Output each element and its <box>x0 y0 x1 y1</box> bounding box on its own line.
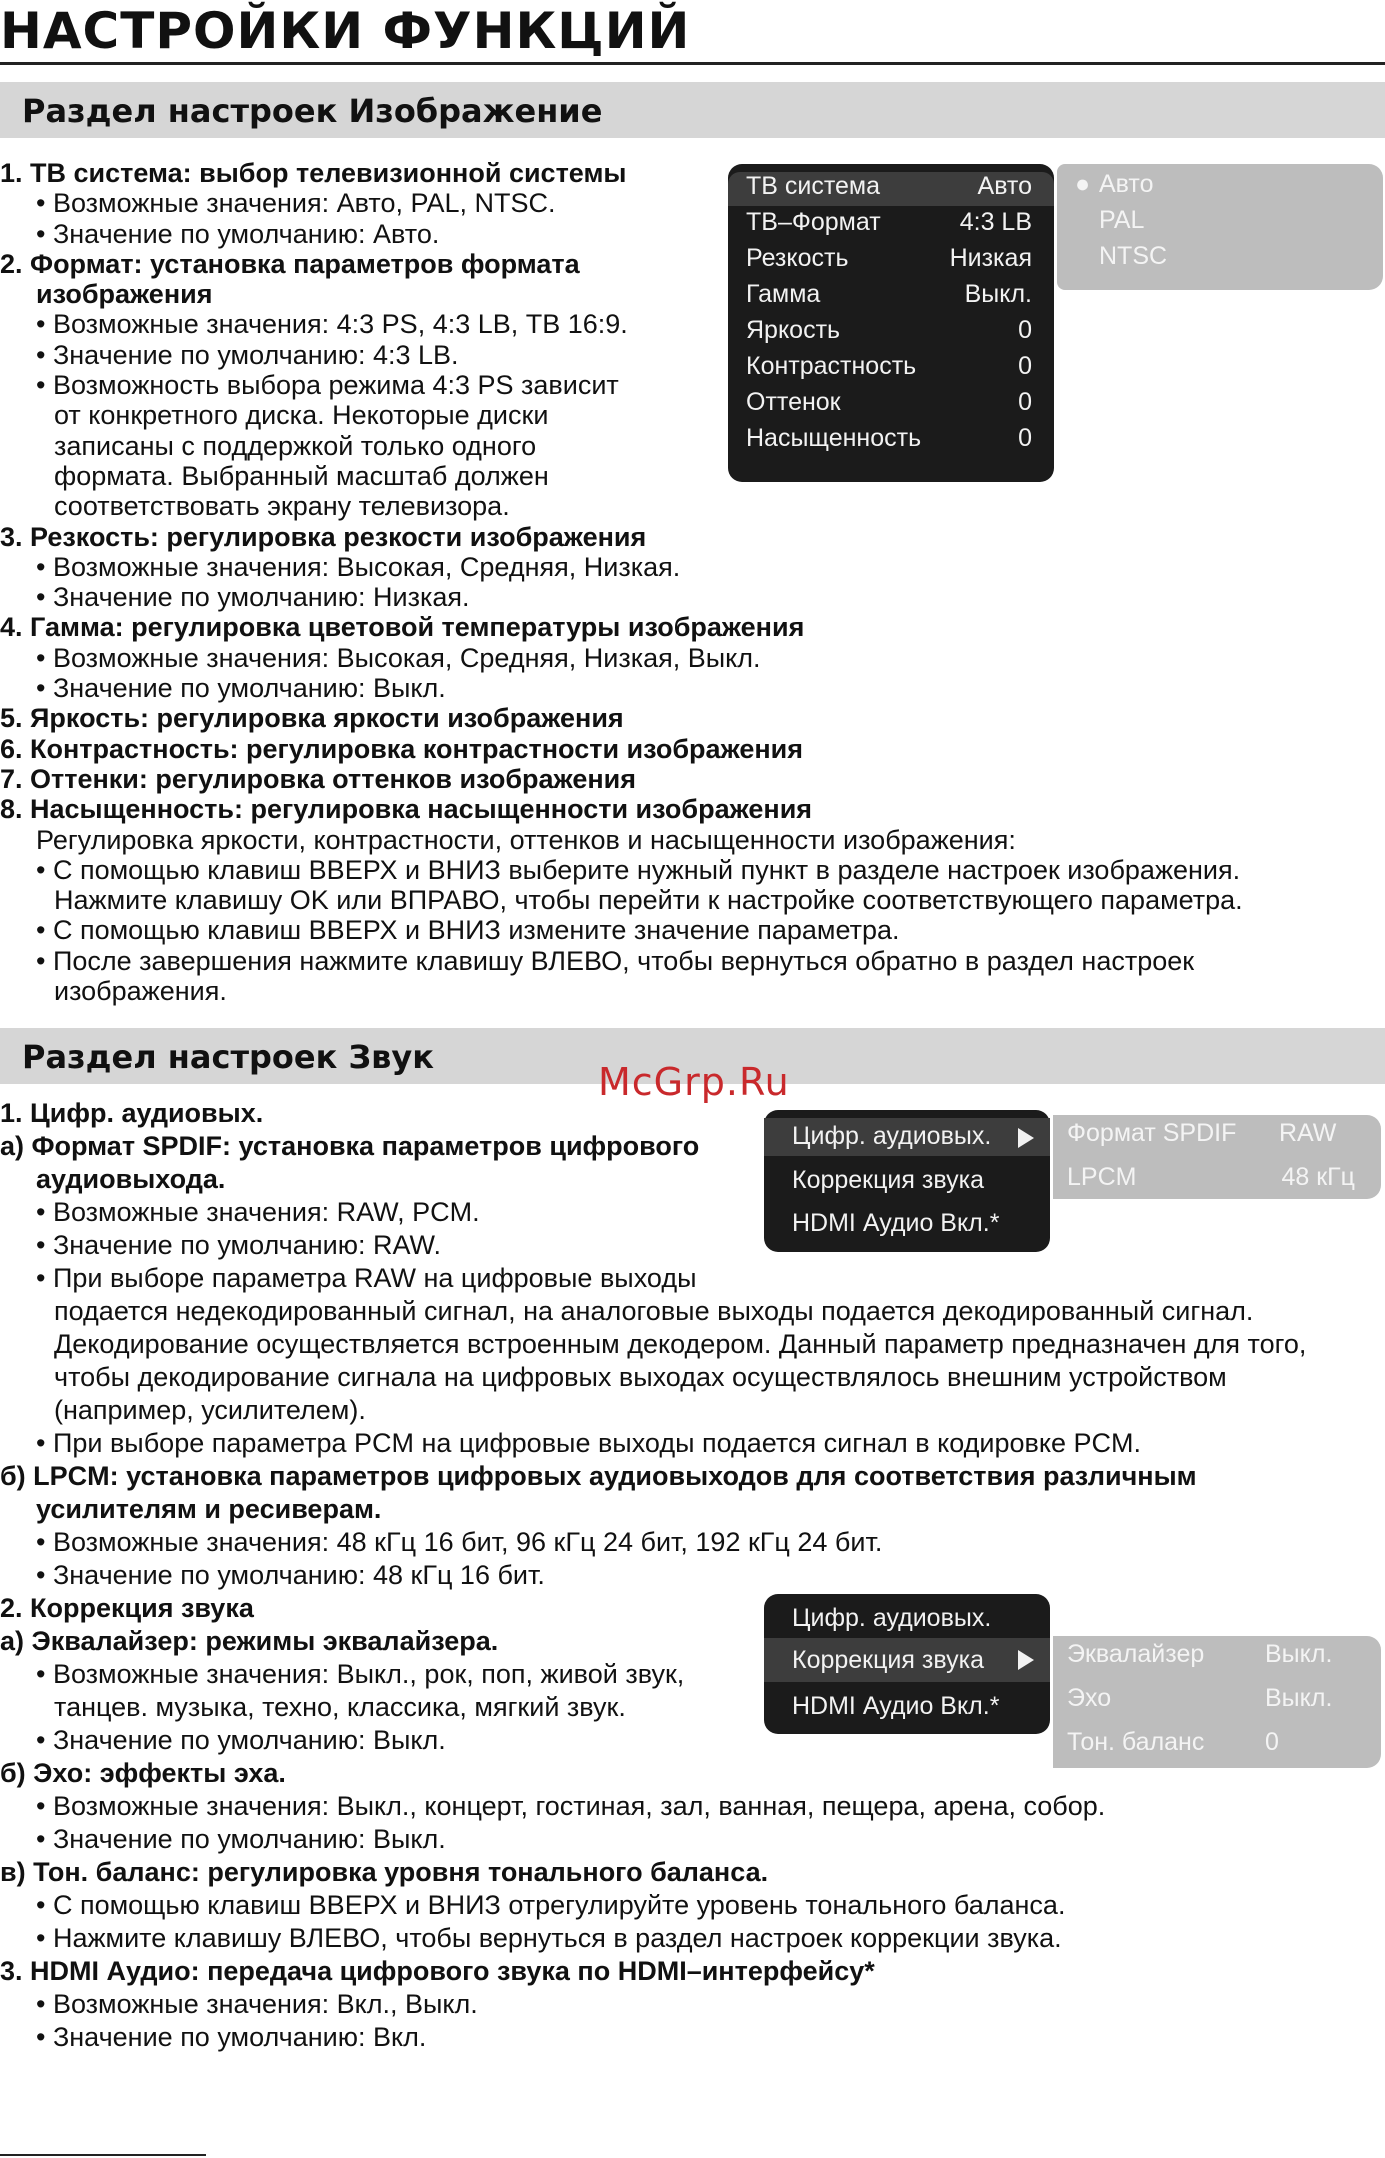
sound-settings-menu-1 <box>764 1110 1050 1252</box>
menu-row-tv-format[interactable]: ТВ–Формат 4:3 LB <box>746 208 1032 236</box>
text-line: • Возможные значения: Выкл., концерт, гостиная, зал, ванная, пещера, арена, собор. <box>36 1791 1106 1821</box>
section-title-image: Раздел настроек Изображение <box>22 92 603 130</box>
selected-dot-icon: ● <box>1075 170 1091 198</box>
text-line: • Значение по умолчанию: Низкая. <box>36 582 470 613</box>
menu-row-sound-correction[interactable]: Коррекция звука <box>792 1166 984 1194</box>
text-line: изображения <box>36 279 213 310</box>
submenu-row-equalizer[interactable]: Эквалайзер Выкл. <box>1067 1640 1333 1668</box>
equalizer-submenu <box>1053 1636 1381 1768</box>
text-line: • С помощью клавиш ВВЕРХ и ВНИЗ отрегулируйте уровень тонального баланса. <box>36 1890 1066 1920</box>
menu-row-hdmi-audio[interactable]: HDMI Аудио Вкл.* <box>792 1692 1000 1720</box>
text-line: • Возможные значения: Высокая, Средняя, Низкая. <box>36 551 681 582</box>
text-line: 5. Яркость: регулировка яркости изображения <box>0 703 624 734</box>
menu-row-sharpness[interactable]: Резкость Низкая <box>746 244 1032 272</box>
text-line: 2. Коррекция звука <box>0 1593 254 1623</box>
page-title: НАСТРОЙКИ ФУНКЦИЙ <box>0 2 691 60</box>
text-line: от конкретного диска. Некоторые диски <box>54 400 549 431</box>
watermark: McGrp.Ru <box>598 1060 790 1104</box>
tv-system-options <box>1057 164 1383 290</box>
text-line: 7. Оттенки: регулировка оттенков изображения <box>0 763 637 794</box>
menu-row-contrast[interactable]: Контрастность 0 <box>746 352 1032 380</box>
text-line: б) Эхо: эффекты эха. <box>0 1758 286 1788</box>
submenu-row-echo[interactable]: Эхо Выкл. <box>1067 1684 1333 1712</box>
text-line: в) Тон. баланс: регулировка уровня тонального баланса. <box>0 1857 769 1887</box>
text-line: соответствовать экрану телевизора. <box>54 491 510 522</box>
text-line: (например, усилителем). <box>54 1395 366 1425</box>
text-line: • При выборе параметра RAW на цифровые выходы <box>36 1263 697 1293</box>
text-line: • Возможные значения: RAW, PCM. <box>36 1197 480 1227</box>
text-line: • Значение по умолчанию: RAW. <box>36 1230 441 1260</box>
text-line: • Значение по умолчанию: 4:3 LB. <box>36 339 459 370</box>
text-line: • Значение по умолчанию: Вкл. <box>36 2022 427 2052</box>
text-line: чтобы декодирование сигнала на цифровых выходах осуществлялось внешним устройством <box>54 1362 1227 1392</box>
menu-row-digital-audio[interactable]: Цифр. аудиовых. <box>792 1604 992 1632</box>
text-line: • Возможность выбора режима 4:3 PS зависит <box>36 370 619 401</box>
text-line: 6. Контрастность: регулировка контрастности изображения <box>0 733 804 764</box>
arrow-right-icon <box>1018 1126 1034 1155</box>
text-line: • Возможные значения: 4:3 PS, 4:3 LB, ТВ 16:9. <box>36 309 628 340</box>
text-line: Регулировка яркости, контрастности, оттенков и насыщенности изображения: <box>36 824 1016 855</box>
text-line: • При выборе параметра PCM на цифровые выходы подается сигнал в кодировке PCM. <box>36 1428 1141 1458</box>
text-line: 3. Резкость: регулировка резкости изображения <box>0 521 647 552</box>
menu-row-tv-system[interactable]: ТВ система Авто <box>728 172 1054 206</box>
text-line: • С помощью клавиш ВВЕРХ и ВНИЗ измените значение параметра. <box>36 915 900 946</box>
menu-row-hue[interactable]: Оттенок 0 <box>746 388 1032 416</box>
text-line: • Значение по умолчанию: Выкл. <box>36 673 446 704</box>
menu-row-sound-correction[interactable]: Коррекция звука <box>764 1638 1050 1682</box>
text-line: 8. Насыщенность: регулировка насыщенности изображения <box>0 794 813 825</box>
text-line: • Значение по умолчанию: Авто. <box>36 218 440 249</box>
text-line: 1. Цифр. аудиовых. <box>0 1098 264 1128</box>
text-line: усилителям и ресиверам. <box>36 1494 382 1524</box>
text-line: подается недекодированный сигнал, на аналоговые выходы подается декодированный сигнал. <box>54 1296 1254 1326</box>
text-line: 3. HDMI Аудио: передача цифрового звука по HDMI–интерфейсу* <box>0 1956 875 1986</box>
text-line: • Нажмите клавишу ВЛЕВО, чтобы вернуться в раздел настроек коррекции звука. <box>36 1923 1062 1953</box>
arrow-right-icon <box>1018 1648 1034 1677</box>
text-line: б) LPCM: установка параметров цифровых аудиовыходов для соответствия различным <box>0 1461 1197 1491</box>
text-line: Нажмите клавишу OK или ВПРАВО, чтобы перейти к настройке соответствующего параметра. <box>54 885 1243 916</box>
text-line: 4. Гамма: регулировка цветовой температуры изображения <box>0 612 805 643</box>
section-title-sound: Раздел настроек Звук <box>22 1038 434 1076</box>
menu-row-gamma[interactable]: Гамма Выкл. <box>746 280 1032 308</box>
title-underline <box>0 62 1385 65</box>
text-line: • Возможные значения: Высокая, Средняя, Низкая, Выкл. <box>36 642 761 673</box>
submenu-row-lpcm[interactable]: LPCM 48 кГц <box>1067 1163 1355 1191</box>
sound-settings-menu-2 <box>764 1594 1050 1734</box>
text-line: • Возможные значения: 48 кГц 16 бит, 96 кГц 24 бит, 192 кГц 24 бит. <box>36 1527 883 1557</box>
text-line: танцев. музыка, техно, классика, мягкий звук. <box>54 1692 626 1722</box>
text-line: а) Эквалайзер: режимы эквалайзера. <box>0 1626 499 1656</box>
option-ntsc[interactable]: NTSC <box>1099 242 1168 270</box>
option-pal[interactable]: PAL <box>1099 206 1145 234</box>
menu-row-brightness[interactable]: Яркость 0 <box>746 316 1032 344</box>
section-band-image <box>0 82 1385 138</box>
menu-row-digital-audio[interactable]: Цифр. аудиовых. <box>764 1118 1050 1156</box>
text-line: изображения. <box>54 976 227 1007</box>
spdif-submenu <box>1053 1115 1381 1199</box>
text-line: • После завершения нажмите клавишу ВЛЕВО, чтобы вернуться обратно в раздел настроек <box>36 945 1195 976</box>
text-line: 1. ТВ система: выбор телевизионной системы <box>0 158 627 188</box>
text-line: • Возможные значения: Авто, PAL, NTSC. <box>36 188 556 219</box>
text-line: • Значение по умолчанию: Выкл. <box>36 1824 446 1854</box>
text-line: формата. Выбранный масштаб должен <box>54 460 549 491</box>
submenu-row-spdif-format[interactable]: Формат SPDIF RAW <box>1067 1119 1337 1147</box>
text-line: • Возможные значения: Вкл., Выкл. <box>36 1989 478 2019</box>
menu-row-hdmi-audio[interactable]: HDMI Аудио Вкл.* <box>792 1209 1000 1237</box>
text-line: • Значение по умолчанию: 48 кГц 16 бит. <box>36 1560 545 1590</box>
footer-rule <box>0 2154 206 2156</box>
text-line: Декодирование осуществляется встроенным декодером. Данный параметр предназначен для того, <box>54 1329 1307 1359</box>
text-line: а) Формат SPDIF: установка параметров цифрового <box>0 1131 700 1161</box>
text-line: записаны с поддержкой только одного <box>54 430 537 461</box>
text-line: • С помощью клавиш ВВЕРХ и ВНИЗ выберите нужный пункт в разделе настроек изображения. <box>36 854 1241 885</box>
text-line: аудиовыхода. <box>36 1164 226 1194</box>
option-auto[interactable]: ● Авто <box>1075 170 1154 198</box>
image-settings-menu <box>728 164 1054 482</box>
text-line: 2. Формат: установка параметров формата <box>0 248 580 279</box>
menu-row-saturation[interactable]: Насыщенность 0 <box>746 424 1032 452</box>
submenu-row-tone-balance[interactable]: Тон. баланс 0 <box>1067 1728 1279 1756</box>
text-line: • Возможные значения: Выкл., рок, поп, живой звук, <box>36 1659 685 1689</box>
text-line: • Значение по умолчанию: Выкл. <box>36 1725 446 1755</box>
